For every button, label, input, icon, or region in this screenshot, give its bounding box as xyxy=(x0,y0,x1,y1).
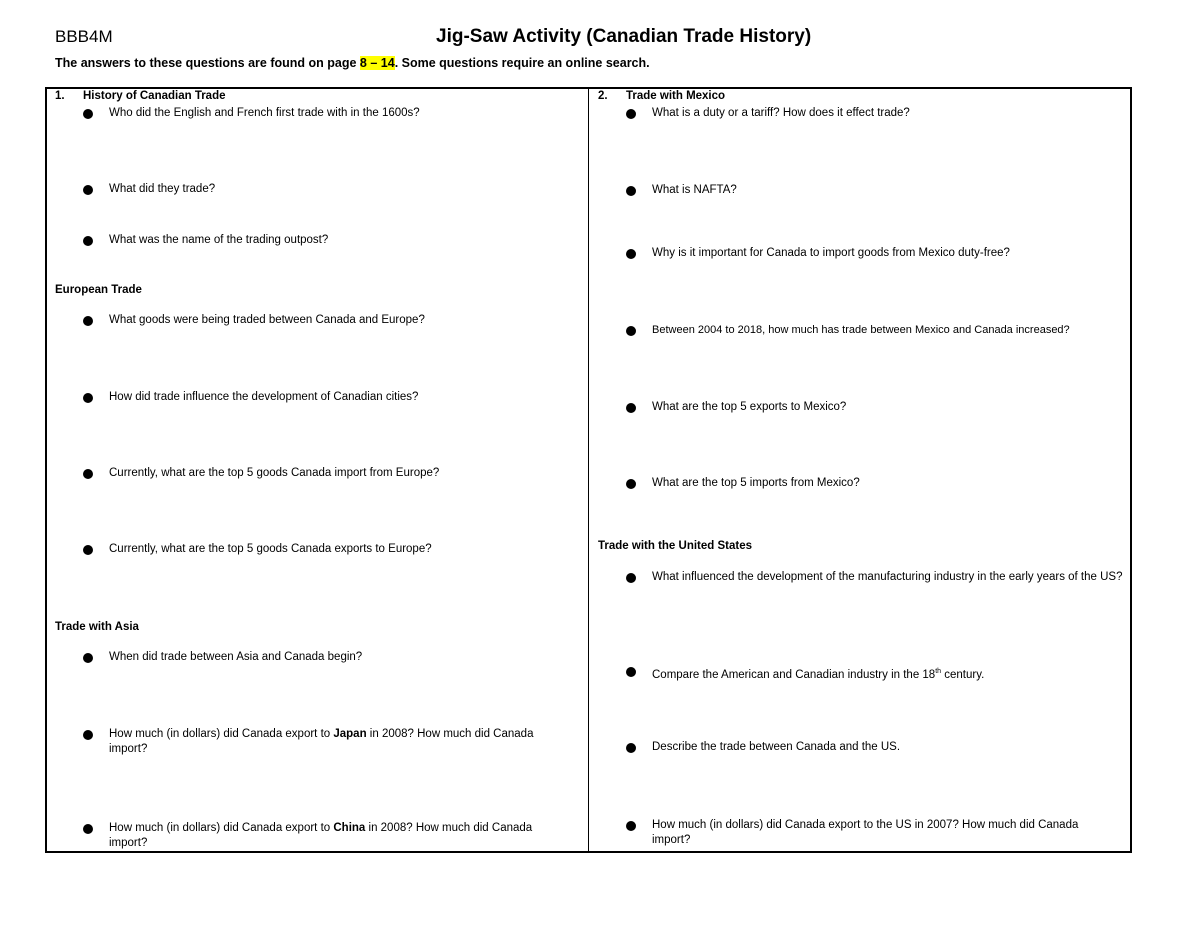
bullet-icon xyxy=(626,743,636,753)
section-title: Trade with Mexico xyxy=(626,90,726,102)
question-text: What is a duty or a tariff? How does it effect trade? xyxy=(652,107,910,119)
question-text: Why is it important for Canada to import goods from Mexico duty-free? xyxy=(652,247,1010,259)
bullet-icon xyxy=(626,326,636,336)
bullet-icon xyxy=(626,109,636,119)
question-text-part: in 2008? How much did Canada import? xyxy=(109,728,534,755)
instructions-page-range: 8 – 14 xyxy=(359,56,395,70)
instructions-text: The answers to these questions are found on page xyxy=(55,56,360,70)
question-text: Who did the English and French first trade with in the 1600s? xyxy=(109,107,420,119)
question-text xyxy=(109,727,565,757)
question-text: What are the top 5 imports from Mexico? xyxy=(652,477,860,489)
subsection-heading: European Trade xyxy=(55,284,142,296)
section-number: 2. xyxy=(598,90,608,102)
bullet-icon xyxy=(83,469,93,479)
question-text-part: in 2008? How much did Canada import? xyxy=(109,822,533,849)
bullet-icon xyxy=(626,821,636,831)
bullet-icon xyxy=(83,393,93,403)
instructions xyxy=(55,56,650,70)
question-text xyxy=(109,821,565,851)
question-text xyxy=(652,664,984,683)
column-divider xyxy=(588,87,589,853)
bullet-icon xyxy=(83,545,93,555)
bullet-icon xyxy=(83,653,93,663)
question-text: Currently, what are the top 5 goods Canada import from Europe? xyxy=(109,467,440,479)
subsection-heading: Trade with Asia xyxy=(55,621,139,633)
country-name: China xyxy=(333,822,366,834)
bullet-icon xyxy=(83,236,93,246)
question-text: What was the name of the trading outpost? xyxy=(109,234,329,246)
bullet-icon xyxy=(626,667,636,677)
question-text: What are the top 5 exports to Mexico? xyxy=(652,401,847,413)
bullet-icon xyxy=(626,249,636,259)
question-text: What is NAFTA? xyxy=(652,184,737,196)
question-text-part: How much (in dollars) did Canada export to xyxy=(109,728,334,740)
question-text: Describe the trade between Canada and the US. xyxy=(652,741,901,753)
bullet-icon xyxy=(83,316,93,326)
question-text: Between 2004 to 2018, how much has trade between Mexico and Canada increased? xyxy=(652,324,1070,336)
bullet-icon xyxy=(626,573,636,583)
question-text-part: How much (in dollars) did Canada export to xyxy=(109,822,334,834)
bullet-icon xyxy=(626,186,636,196)
section-number: 1. xyxy=(55,90,65,102)
subsection-heading: Trade with the United States xyxy=(598,540,752,552)
question-text: What did they trade? xyxy=(109,183,216,195)
bullet-icon xyxy=(83,824,93,834)
bullet-icon xyxy=(83,730,93,740)
page-title: Jig-Saw Activity (Canadian Trade History) xyxy=(436,26,812,47)
question-text: What goods were being traded between Canada and Europe? xyxy=(109,314,425,326)
country-name: Japan xyxy=(333,728,367,740)
bullet-icon xyxy=(626,403,636,413)
question-text: Currently, what are the top 5 goods Canada exports to Europe? xyxy=(109,543,432,555)
ordinal-suffix: th xyxy=(935,668,942,675)
bullet-icon xyxy=(83,185,93,195)
bullet-icon xyxy=(83,109,93,119)
bullet-icon xyxy=(626,479,636,489)
course-code: BBB4M xyxy=(55,27,113,46)
question-text: When did trade between Asia and Canada begin? xyxy=(109,651,363,663)
question-text: What influenced the development of the manufacturing industry in the early years of the US? xyxy=(652,571,1123,583)
question-text-part: Compare the American and Canadian industry in the 18 xyxy=(652,668,936,681)
instructions-text-end: . Some questions require an online search. xyxy=(394,56,650,70)
question-text-part: century. xyxy=(941,668,985,681)
question-text: How did trade influence the development of Canadian cities? xyxy=(109,391,419,403)
question-text: How much (in dollars) did Canada export to the US in 2007? How much did Canada import? xyxy=(652,819,1079,846)
section-title: History of Canadian Trade xyxy=(83,90,226,102)
